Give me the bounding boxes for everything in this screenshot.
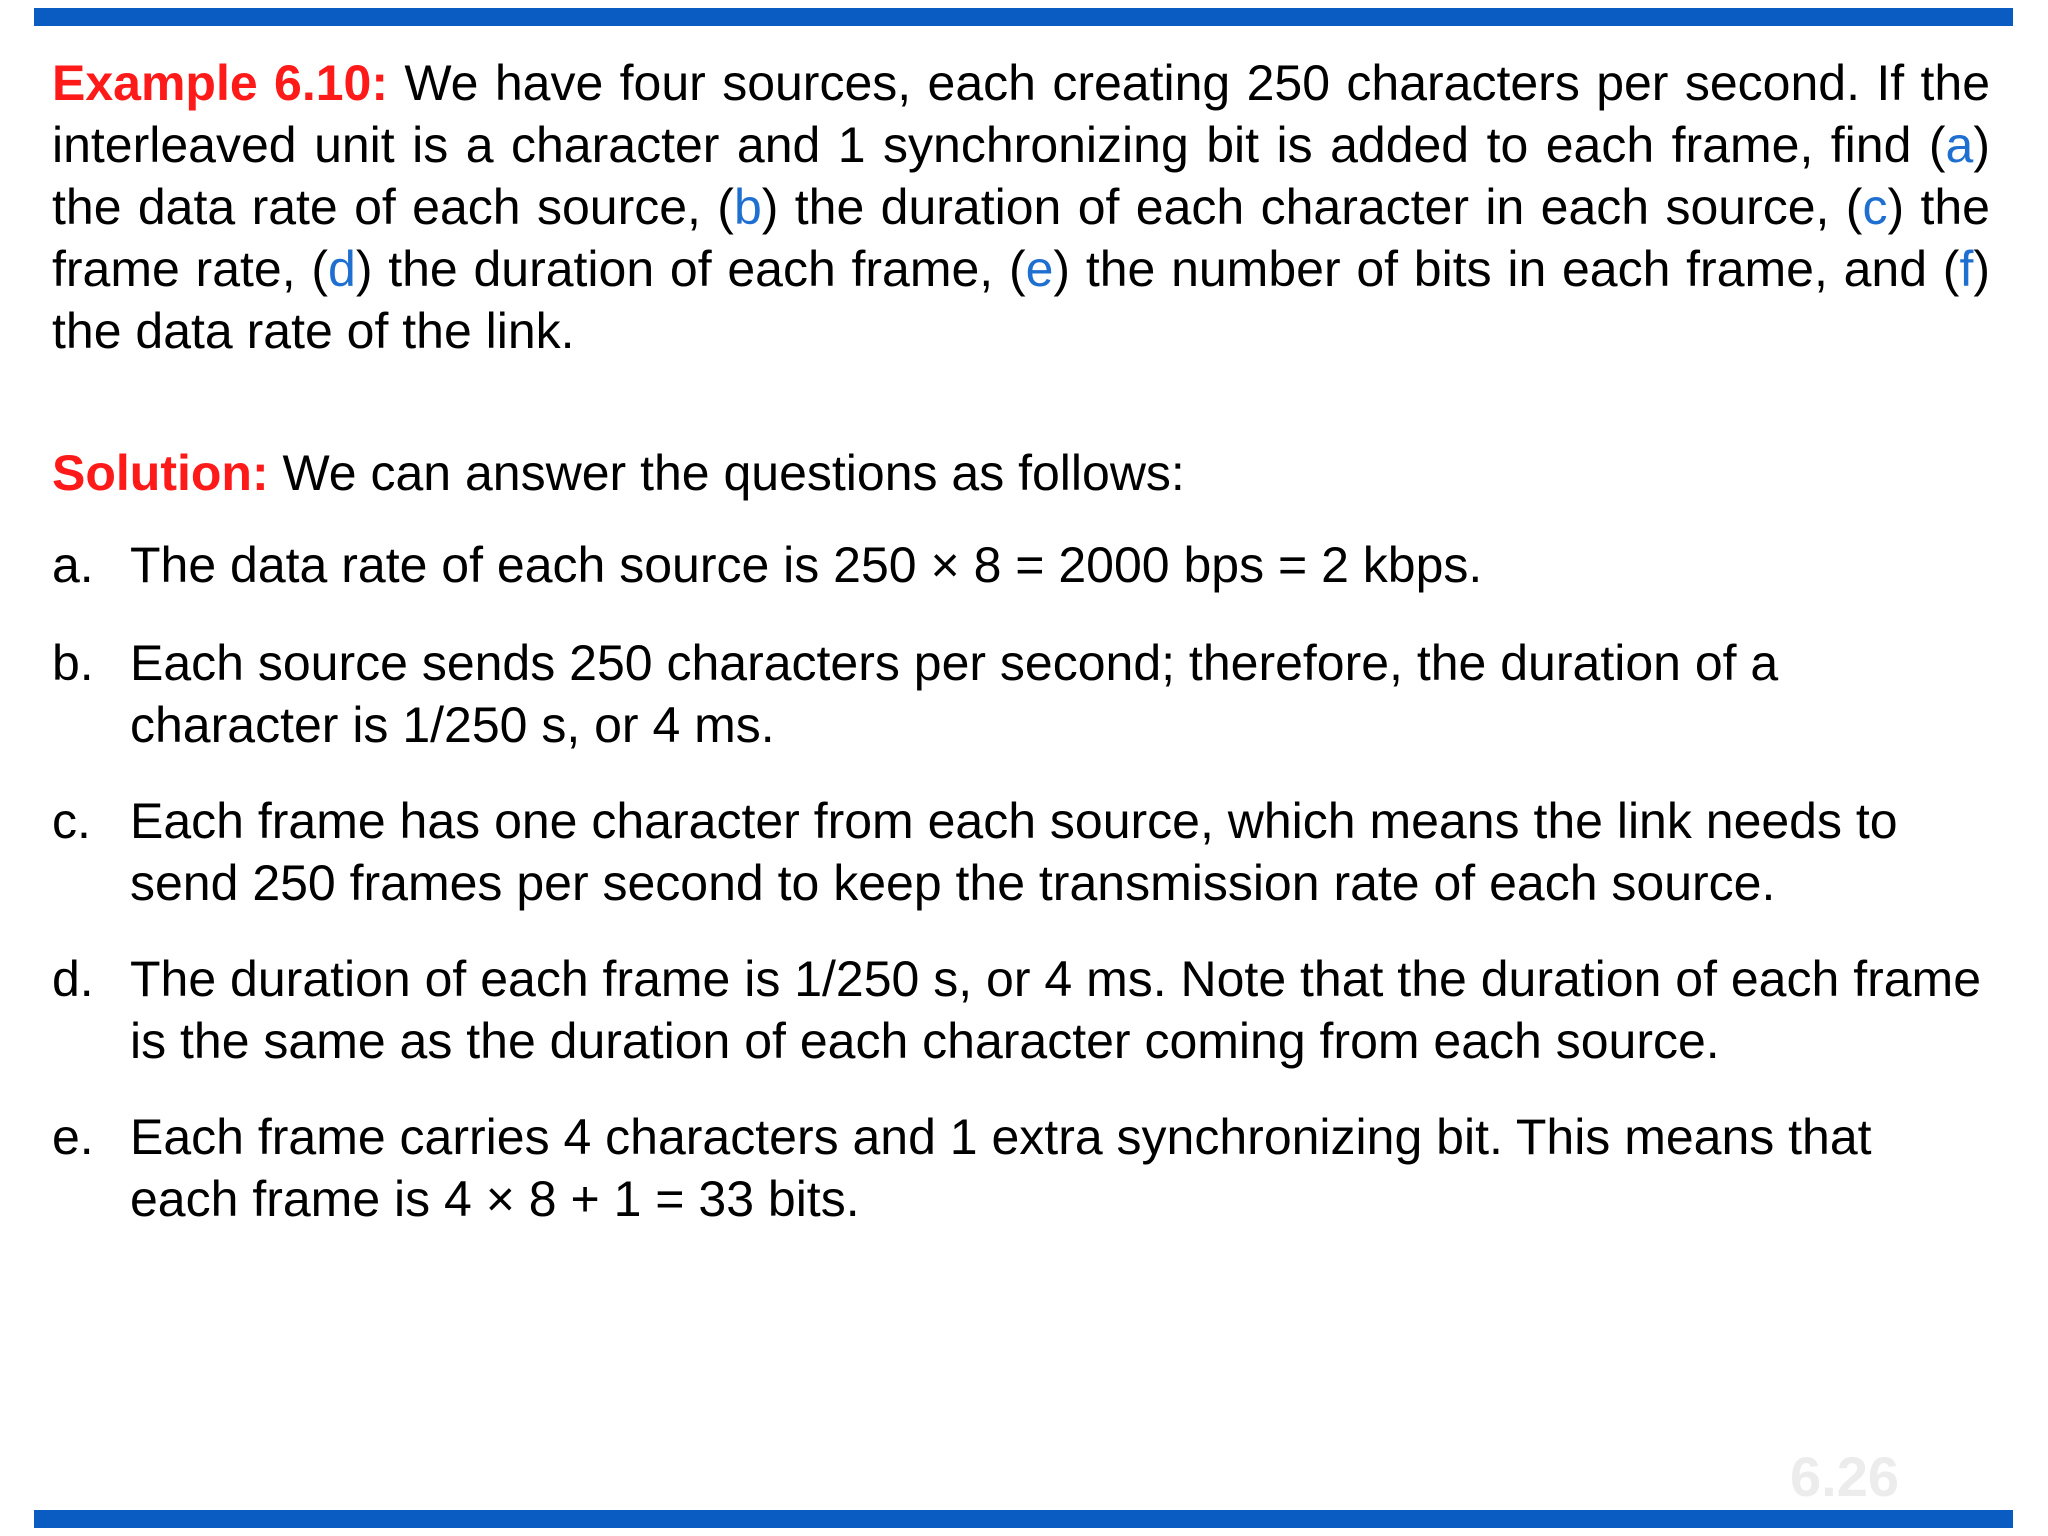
item-text: Each frame has one character from each source, which means the link needs to send 250 frames per second to keep the transmission rate of each source. (130, 793, 1898, 911)
part-letter-d: d (328, 241, 356, 297)
solution-item-a (52, 534, 1992, 596)
part-letter-c: c (1862, 179, 1888, 235)
solution-item-e (52, 1106, 1992, 1230)
bottom-divider-bar (34, 1510, 2013, 1528)
problem-statement (52, 52, 1990, 362)
part-letter-f: f (1959, 241, 1974, 297)
item-marker: e. (52, 1109, 94, 1165)
item-text: The data rate of each source is 250 × 8 = 2000 bps = 2 kbps. (130, 537, 1483, 593)
part-letter-a: a (1945, 117, 1974, 173)
item-marker: c. (52, 793, 91, 849)
solution-intro: We can answer the questions as follows: (268, 445, 1185, 501)
problem-text: ) the number of bits in each frame, and ( (1053, 241, 1960, 297)
top-divider-bar (34, 8, 2013, 26)
page-number: 6.26 (1790, 1445, 1899, 1508)
problem-text: ) the data rate of the link. (52, 241, 1990, 359)
item-text: Each source sends 250 characters per second; therefore, the duration of a character is 1/250 s, or 4 ms. (130, 635, 1779, 753)
solution-item-b (52, 632, 1992, 756)
part-letter-e: e (1025, 241, 1054, 297)
problem-text: ) the data rate of each source, ( (52, 117, 1990, 235)
problem-text: We have four sources, each creating 250 characters per second. If the interleaved unit is a character and 1 synchronizing bit is added to each frame, find ( (52, 55, 1990, 173)
solution-item-c (52, 790, 1992, 914)
solution-label: Solution: (52, 445, 269, 501)
item-marker: a. (52, 537, 94, 593)
item-marker: d. (52, 951, 94, 1007)
example-label: Example 6.10: (52, 55, 389, 111)
item-marker: b. (52, 635, 94, 691)
problem-text: ) the frame rate, ( (52, 179, 1990, 297)
solution-heading (52, 442, 1185, 504)
item-text: The duration of each frame is 1/250 s, or 4 ms. Note that the duration of each frame is the same as the duration of each character coming from each source. (130, 951, 1982, 1069)
part-letter-b: b (733, 179, 762, 235)
item-text: Each frame carries 4 characters and 1 extra synchronizing bit. This means that each frame is 4 × 8 + 1 = 33 bits. (130, 1109, 1872, 1227)
solution-item-d (52, 948, 1992, 1072)
problem-text: ) the duration of each character in each source, ( (761, 179, 1863, 235)
problem-text: ) the duration of each frame, ( (355, 241, 1026, 297)
